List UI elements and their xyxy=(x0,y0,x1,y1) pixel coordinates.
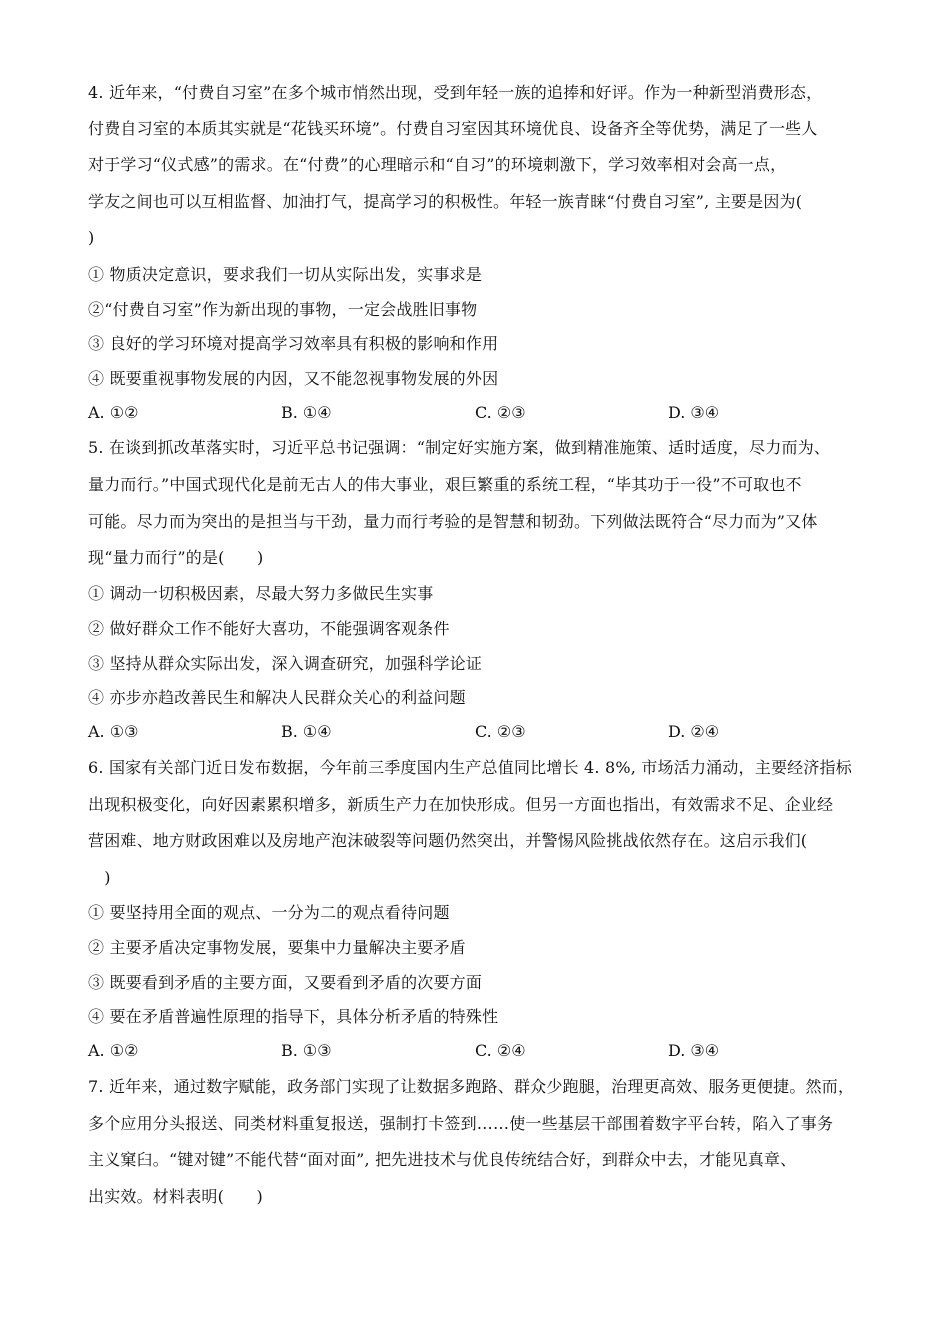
q4-stem-line-1: 4. 近年来，“付费自习室”在多个城市悄然出现，受到年轻一族的追捧和好评。作为一种新型消费形态， xyxy=(88,83,823,102)
q5-option-3: ③ 坚持从群众实际出发，深入调查研究，加强科学论证 xyxy=(88,654,483,673)
q5-option-4: ④ 亦步亦趋改善民生和解决人民群众关心的利益问题 xyxy=(88,688,466,707)
q6-choice-a: A. ①② xyxy=(88,1041,139,1060)
q4-choices xyxy=(88,402,868,424)
q6-stem-line-1: 6. 国家有关部门近日发布数据，今年前三季度国内生产总值同比增长 4. 8%, 市场活力涌动，主要经济指标 xyxy=(88,758,852,777)
q6-choices xyxy=(88,1040,868,1062)
q5-option-1: ① 调动一切积极因素，尽最大努力多做民生实事 xyxy=(88,584,434,603)
q4-stem-line-2: 付费自习室的本质其实就是“花钱买环境”。付费自习室因其环境优良、设备齐全等优势，满足了一些人 xyxy=(88,119,818,138)
q5-choices xyxy=(88,721,868,743)
q6-stem-line-3: 营困难、地方财政困难以及房地产泡沫破裂等问题仍然突出，并警惕风险挑战依然存在。这启示我们( xyxy=(88,831,808,850)
q5-stem-line-1: 5. 在谈到抓改革落实时，习近平总书记强调：“制定好实施方案，做到精准施策、适时适度，尽力而为、 xyxy=(88,438,831,457)
q6-choice-d: D. ③④ xyxy=(668,1041,720,1060)
q7-stem-line-2: 多个应用分头报送、同类材料重复报送，强制打卡签到……使一些基层干部围着数字平台转，陷入了事务 xyxy=(88,1114,834,1133)
q6-choice-b: B. ①③ xyxy=(281,1041,332,1060)
q5-choice-d: D. ②④ xyxy=(668,722,720,741)
q4-choice-a: A. ①② xyxy=(88,403,139,422)
q5-option-2: ② 做好群众工作不能好大喜功，不能强调客观条件 xyxy=(88,619,450,638)
q4-stem-line-5: ) xyxy=(88,228,95,247)
q5-stem-line-4: 现“量力而行”的是( ) xyxy=(88,548,264,567)
q7-stem-line-1: 7. 近年来，通过数字赋能，政务部门实现了让数据多跑路、群众少跑腿，治理更高效、服务更便捷。然而， xyxy=(88,1077,855,1096)
q4-choice-d: D. ③④ xyxy=(668,403,720,422)
q4-option-1: ① 物质决定意识，要求我们一切从实际出发，实事求是 xyxy=(88,265,483,284)
q6-option-4: ④ 要在矛盾普遍性原理的指导下，具体分析矛盾的特殊性 xyxy=(88,1007,499,1026)
q6-option-3: ③ 既要看到矛盾的主要方面，又要看到矛盾的次要方面 xyxy=(88,973,483,992)
q4-option-3: ③ 良好的学习环境对提高学习效率具有积极的影响和作用 xyxy=(88,334,499,353)
q6-choice-c: C. ②④ xyxy=(475,1041,526,1060)
q6-stem-line-2: 出现积极变化，向好因素累积增多，新质生产力在加快形成。但另一方面也指出，有效需求不足、企业经 xyxy=(88,795,834,814)
q6-option-1: ① 要坚持用全面的观点、一分为二的观点看待问题 xyxy=(88,903,450,922)
q5-stem-line-2: 量力而行。”中国式现代化是前无古人的伟大事业，艰巨繁重的系统工程，“毕其功于一役”不可取也不 xyxy=(88,475,802,494)
q7-stem-line-3: 主义窠臼。“键对键”不能代替“面对面”, 把先进技术与优良传统结合好，到群众中去，才能见真章、 xyxy=(88,1150,797,1169)
q4-stem-line-3: 对于学习“仪式感”的需求。在“付费”的心理暗示和“自习”的环境刺激下，学习效率相对会高一点， xyxy=(88,155,787,174)
q6-option-2: ② 主要矛盾决定事物发展，要集中力量解决主要矛盾 xyxy=(88,938,466,957)
q4-stem-line-4: 学友之间也可以互相监督、加油打气，提高学习的积极性。年轻一族青睐“付费自习室”, 主要是因为( xyxy=(88,192,803,211)
q7-stem-line-4: 出实效。材料表明( ) xyxy=(88,1187,263,1206)
q4-option-2: ②“付费自习室”作为新出现的事物，一定会战胜旧事物 xyxy=(88,300,478,319)
q6-stem-line-4: ) xyxy=(88,868,111,887)
q5-choice-a: A. ①③ xyxy=(88,722,139,741)
q4-choice-c: C. ②③ xyxy=(475,403,526,422)
q5-choice-b: B. ①④ xyxy=(281,722,332,741)
q4-option-4: ④ 既要重视事物发展的内因，又不能忽视事物发展的外因 xyxy=(88,369,499,388)
q5-choice-c: C. ②③ xyxy=(475,722,526,741)
q4-choice-b: B. ①④ xyxy=(281,403,332,422)
q5-stem-line-3: 可能。尽力而为突出的是担当与干劲，量力而行考验的是智慧和韧劲。下列做法既符合“尽力而为”又体 xyxy=(88,512,818,531)
